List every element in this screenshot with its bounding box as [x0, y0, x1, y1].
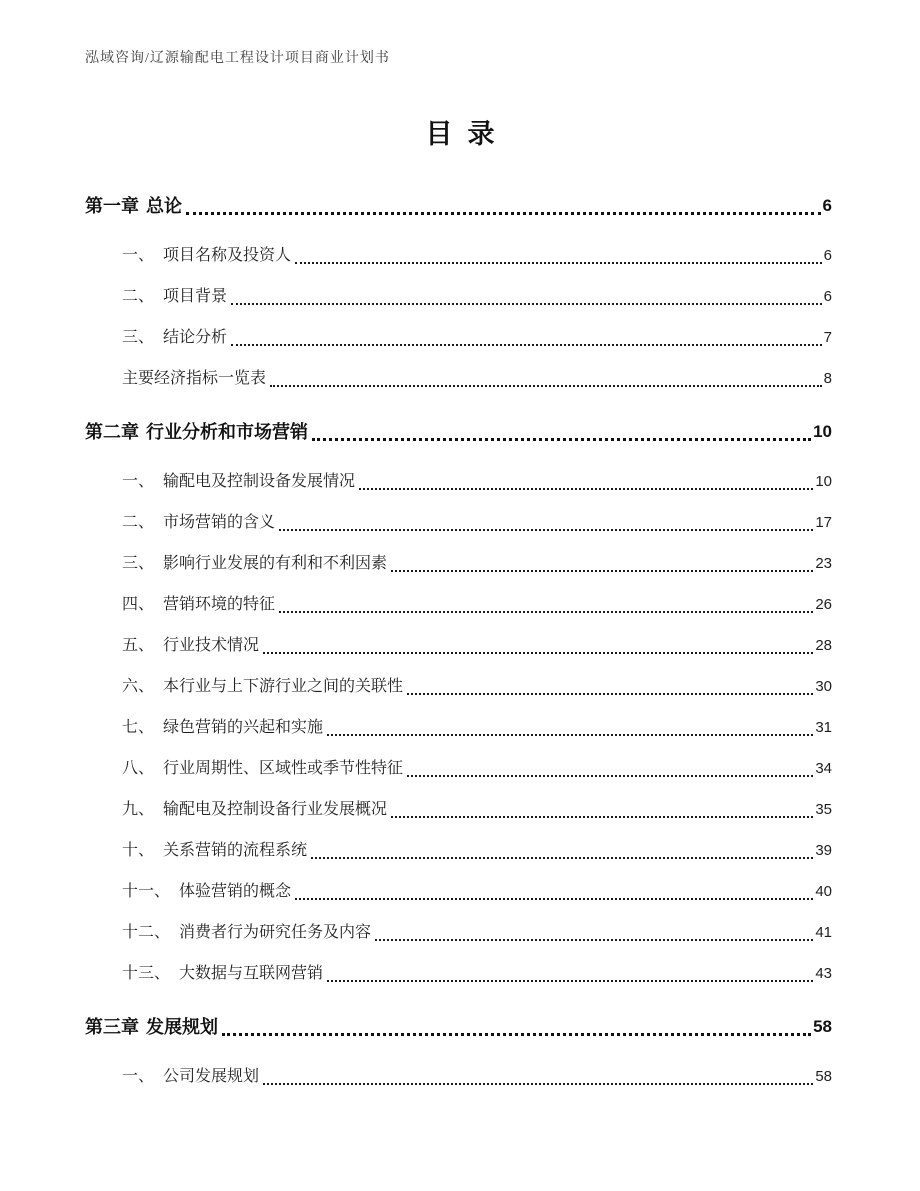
toc-item-entry[interactable]	[85, 741, 832, 782]
toc-item-entry[interactable]	[85, 659, 832, 700]
toc-item-entry[interactable]	[85, 577, 832, 618]
toc-item-title: 输配电及控制设备发展情况	[163, 473, 356, 490]
dot-leader	[391, 816, 813, 818]
toc-item-entry[interactable]	[85, 536, 832, 577]
toc-item-page: 10	[815, 473, 832, 490]
toc-item-label	[122, 715, 323, 741]
toc-item-page: 23	[815, 555, 832, 572]
toc-item-page: 7	[823, 329, 832, 346]
toc-item-entry[interactable]	[85, 823, 832, 864]
dot-leader	[279, 611, 813, 613]
toc-item-number: 一、	[122, 1068, 155, 1085]
toc-item-title: 市场营销的含义	[163, 514, 276, 531]
toc-chapter-page: 58	[813, 1017, 832, 1036]
dot-leader	[407, 693, 813, 695]
document-header: 泓域咨询/辽源输配电工程设计项目商业计划书	[85, 51, 390, 66]
toc-item-page: 41	[815, 924, 832, 941]
toc	[85, 166, 832, 1090]
toc-item-label	[122, 551, 387, 577]
toc-item-page: 31	[815, 719, 832, 736]
toc-item-entry[interactable]	[85, 495, 832, 536]
toc-item-label	[122, 961, 323, 987]
toc-item-label	[122, 366, 266, 392]
toc-chapter-number: 第三章	[85, 1017, 139, 1037]
toc-item-page: 8	[823, 370, 832, 387]
toc-item-label	[122, 633, 259, 659]
toc-item-title: 输配电及控制设备行业发展概况	[163, 801, 388, 818]
toc-chapter-title: 行业分析和市场营销	[146, 422, 308, 442]
toc-item-page: 6	[823, 288, 832, 305]
dot-leader	[231, 303, 822, 305]
toc-item-number: 十、	[122, 842, 155, 859]
dot-leader	[263, 1083, 813, 1085]
toc-item-page: 26	[815, 596, 832, 613]
dot-leader	[407, 775, 813, 777]
toc-item-label	[122, 469, 355, 495]
toc-item-entry[interactable]	[85, 454, 832, 495]
toc-item-number: 二、	[122, 514, 155, 531]
toc-item-number: 六、	[122, 678, 155, 695]
dot-leader	[279, 529, 813, 531]
toc-chapter-page: 10	[813, 422, 832, 441]
toc-chapter-label	[85, 418, 308, 446]
toc-chapter-label	[85, 192, 182, 220]
toc-item-entry[interactable]	[85, 228, 832, 269]
dot-leader	[311, 857, 813, 859]
dot-leader	[295, 898, 813, 900]
toc-item-label	[122, 756, 403, 782]
toc-item-title: 公司发展规划	[163, 1068, 260, 1085]
toc-chapter-title: 发展规划	[146, 1017, 218, 1037]
toc-chapter-number: 第一章	[85, 196, 139, 216]
toc-item-title: 影响行业发展的有利和不利因素	[163, 555, 388, 572]
toc-item-number: 二、	[122, 288, 155, 305]
toc-item-title: 结论分析	[163, 329, 228, 346]
toc-item-entry[interactable]	[85, 782, 832, 823]
dot-leader	[312, 438, 811, 441]
toc-item-number: 三、	[122, 555, 155, 572]
toc-chapter-number: 第二章	[85, 422, 139, 442]
toc-item-number: 一、	[122, 473, 155, 490]
toc-item-title: 主要经济指标一览表	[122, 370, 267, 387]
toc-item-number: 七、	[122, 719, 155, 736]
dot-leader	[391, 570, 813, 572]
toc-item-label	[122, 510, 275, 536]
toc-item-label	[122, 1064, 259, 1090]
toc-item-page: 35	[815, 801, 832, 818]
toc-item-entry[interactable]	[85, 269, 832, 310]
toc-item-number: 一、	[122, 247, 155, 264]
dot-leader	[327, 734, 813, 736]
toc-chapter-entry[interactable]	[85, 987, 832, 1041]
toc-item-number: 十三、	[122, 965, 171, 982]
toc-item-number: 五、	[122, 637, 155, 654]
toc-item-title: 行业技术情况	[163, 637, 260, 654]
dot-leader	[231, 344, 822, 346]
toc-item-title: 体验营销的概念	[179, 883, 292, 900]
toc-item-label	[122, 325, 227, 351]
toc-item-title: 本行业与上下游行业之间的关联性	[163, 678, 404, 695]
toc-item-number: 四、	[122, 596, 155, 613]
toc-item-number: 八、	[122, 760, 155, 777]
toc-item-page: 17	[815, 514, 832, 531]
toc-item-title: 营销环境的特征	[163, 596, 276, 613]
toc-item-title: 绿色营销的兴起和实施	[163, 719, 324, 736]
toc-chapter-title: 总论	[146, 196, 182, 216]
toc-item-page: 34	[815, 760, 832, 777]
toc-item-entry[interactable]	[85, 310, 832, 351]
toc-item-label	[122, 592, 275, 618]
toc-item-title: 大数据与互联网营销	[179, 965, 324, 982]
toc-item-title: 行业周期性、区域性或季节性特征	[163, 760, 404, 777]
dot-leader	[263, 652, 813, 654]
dot-leader	[375, 939, 813, 941]
toc-item-entry[interactable]	[85, 946, 832, 987]
dot-leader	[327, 980, 813, 982]
dot-leader	[270, 385, 822, 387]
toc-chapter-label	[85, 1013, 218, 1041]
toc-item-number: 三、	[122, 329, 155, 346]
toc-item-title: 项目背景	[163, 288, 228, 305]
toc-item-title: 消费者行为研究任务及内容	[179, 924, 372, 941]
toc-item-title: 关系营销的流程系统	[163, 842, 308, 859]
toc-item-label	[122, 879, 291, 905]
toc-item-number: 十二、	[122, 924, 171, 941]
toc-item-page: 40	[815, 883, 832, 900]
toc-item-label	[122, 674, 403, 700]
toc-chapter-entry[interactable]	[85, 392, 832, 446]
dot-leader	[222, 1033, 811, 1036]
toc-item-number: 十一、	[122, 883, 171, 900]
toc-item-page: 43	[815, 965, 832, 982]
dot-leader	[186, 212, 821, 215]
toc-item-entry[interactable]	[85, 864, 832, 905]
toc-item-entry[interactable]	[85, 1049, 832, 1090]
toc-item-page: 58	[815, 1068, 832, 1085]
toc-item-title: 项目名称及投资人	[163, 247, 292, 264]
toc-item-label	[122, 920, 371, 946]
dot-leader	[359, 488, 813, 490]
toc-item-label	[122, 243, 291, 269]
toc-item-label	[122, 838, 307, 864]
toc-item-page: 30	[815, 678, 832, 695]
page-title: 目录	[425, 119, 510, 149]
toc-item-page: 28	[815, 637, 832, 654]
toc-item-entry[interactable]	[85, 700, 832, 741]
dot-leader	[295, 262, 822, 264]
toc-item-entry[interactable]	[85, 351, 832, 392]
toc-item-page: 6	[823, 247, 832, 264]
toc-item-entry[interactable]	[85, 618, 832, 659]
toc-chapter-page: 6	[822, 196, 832, 215]
toc-item-label	[122, 284, 227, 310]
toc-item-page: 39	[815, 842, 832, 859]
toc-chapter-entry[interactable]	[85, 166, 832, 220]
toc-item-number: 九、	[122, 801, 155, 818]
toc-item-entry[interactable]	[85, 905, 832, 946]
toc-item-label	[122, 797, 387, 823]
